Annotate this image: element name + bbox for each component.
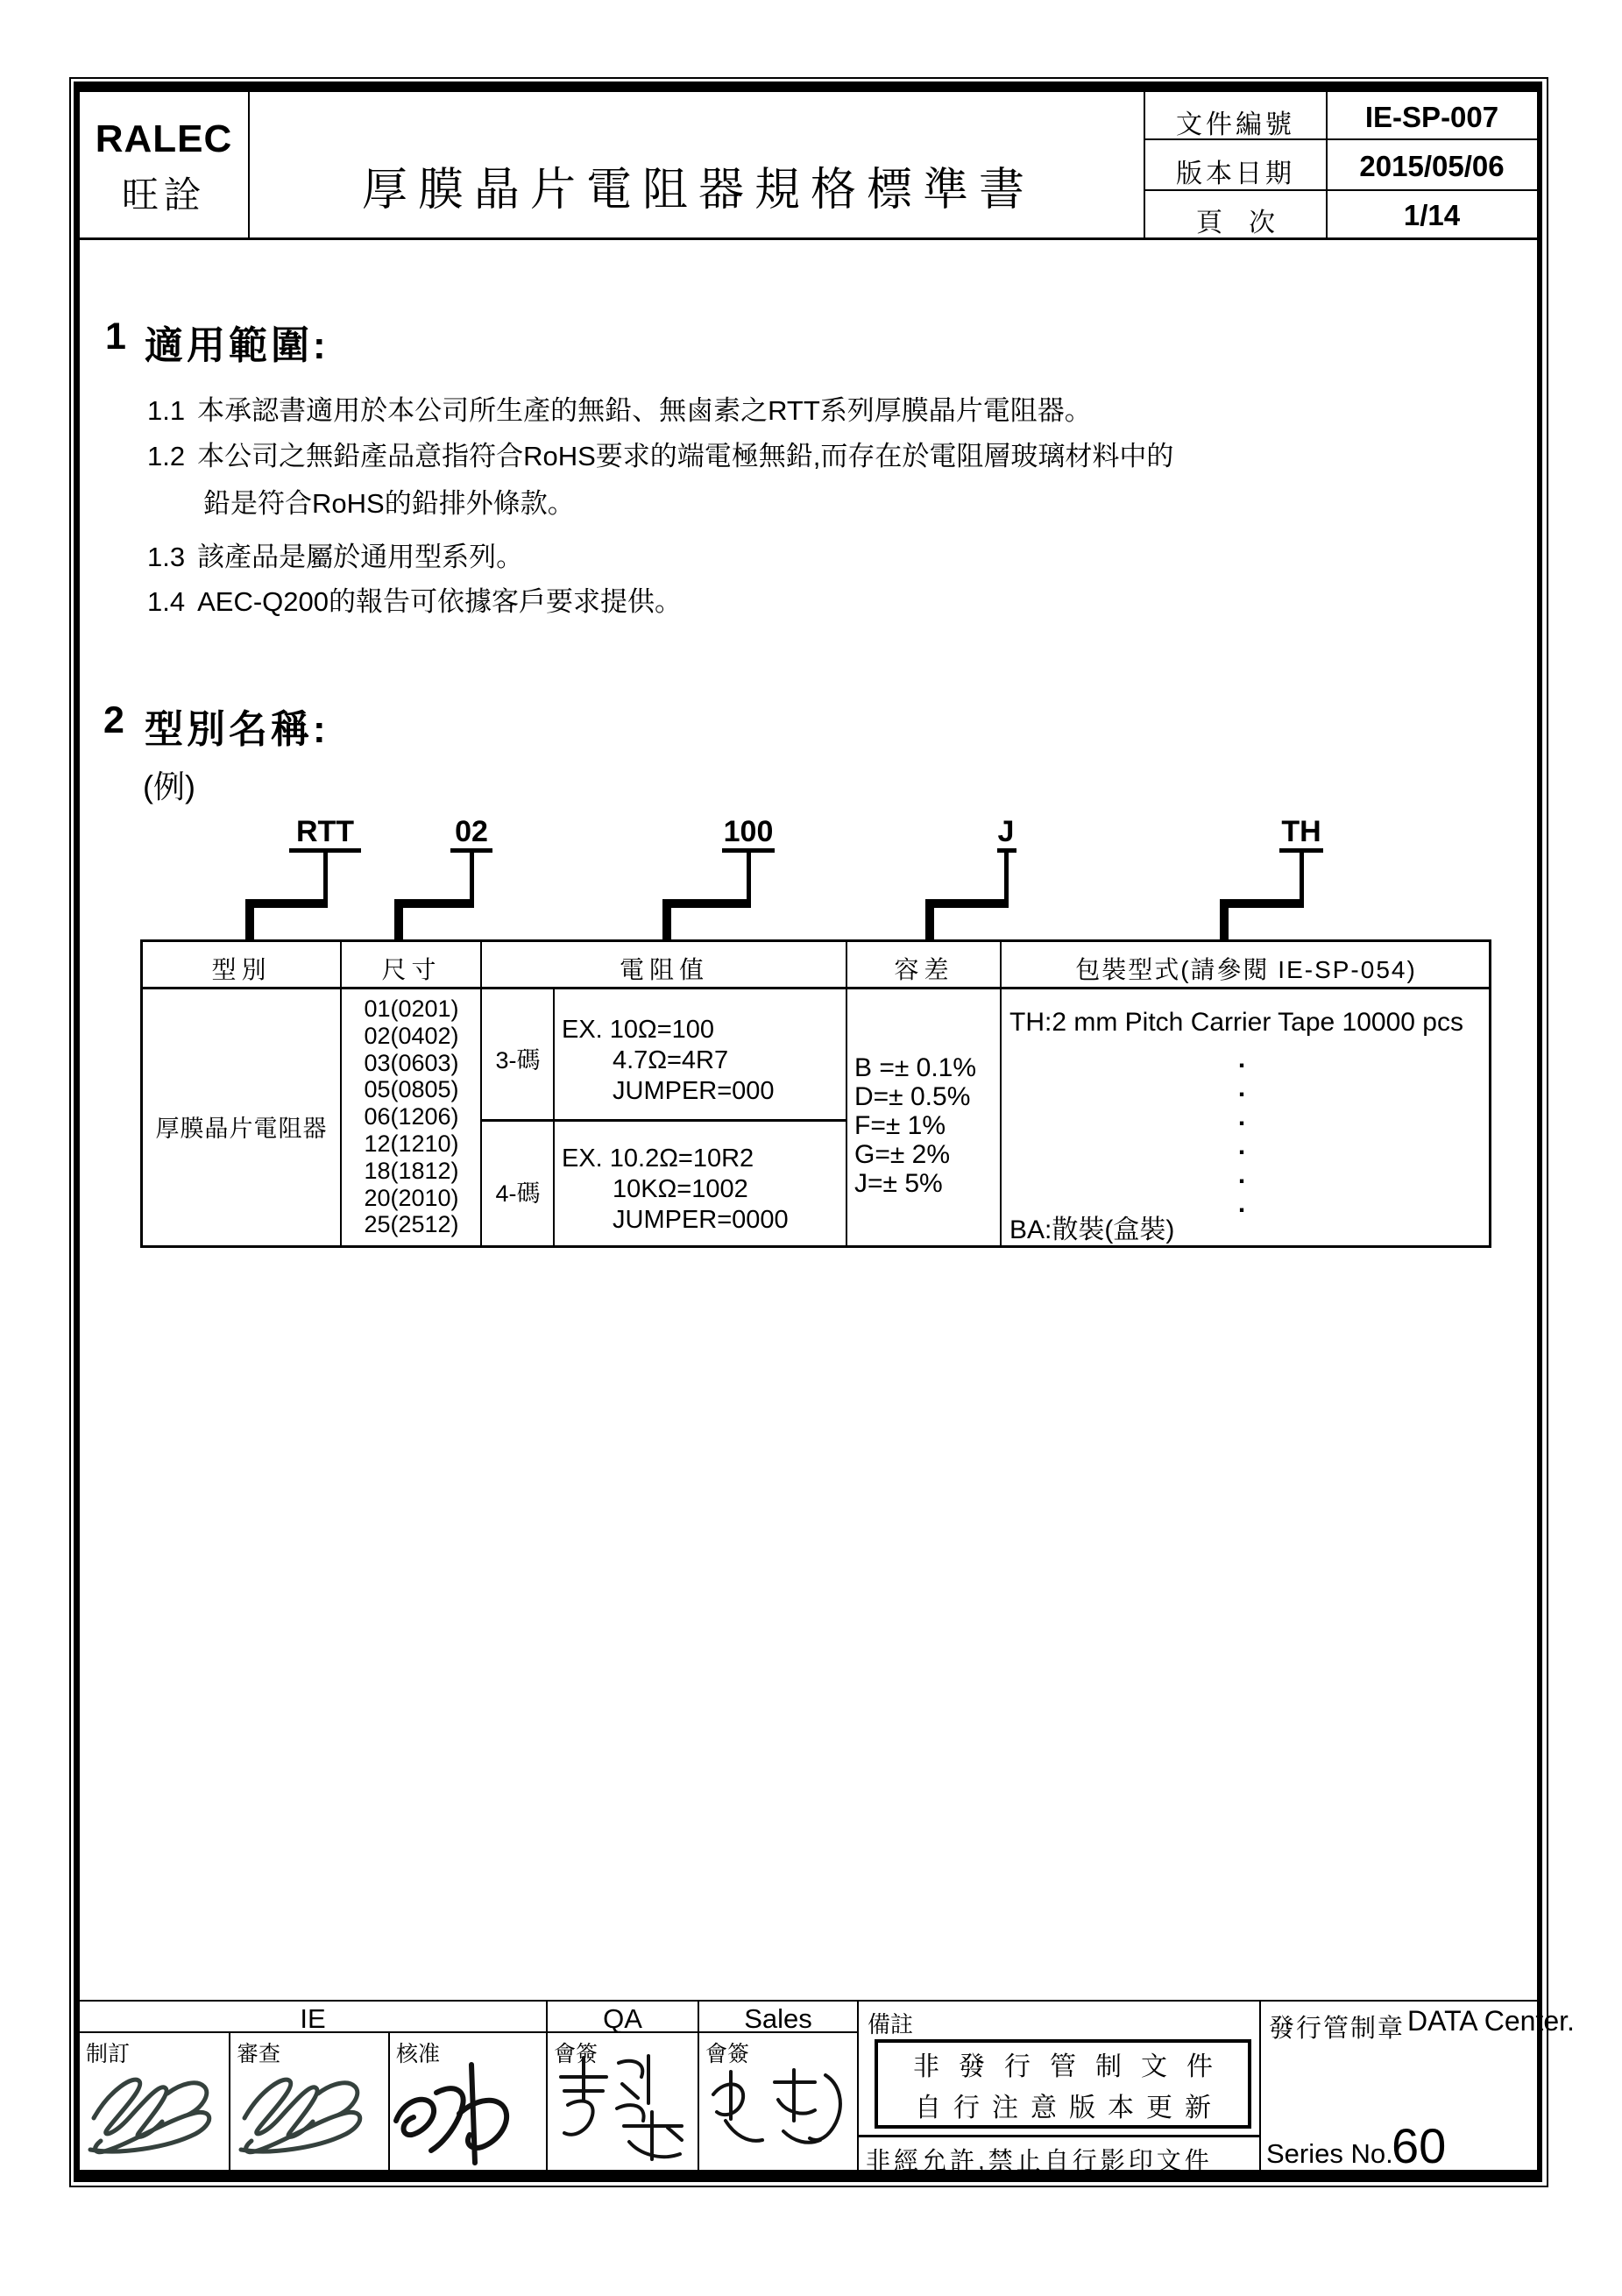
item-number: 1.4 [147,586,186,617]
connector-tolerance-v1 [1004,853,1009,903]
dept-label-ie: IE [300,2003,326,2034]
item-number: 1.2 [147,441,186,471]
signature-countersign-qa [550,2047,692,2170]
connector-packaging-jog [1220,899,1304,908]
header-div-logo [248,92,250,237]
tolerance-item: F=± 1% [854,1111,946,1140]
col-header-size: 尺寸 [381,956,442,983]
size-item: 03(0603) [364,1049,459,1076]
series-value: 60 [1392,2118,1447,2173]
res4-line2: 10KΩ=1002 [613,1175,748,1203]
cell-model-name: 厚膜晶片電阻器 [155,1116,328,1142]
note-box-line2: 自行注意版本更新 [915,2093,1223,2122]
connector-series-jog [245,899,328,908]
item-text: 該產品是屬於通用型系列。 [197,542,524,572]
remark-copy-warning: 非經允許,禁止自行影印文件 [866,2147,1213,2174]
signature-draft [83,2064,223,2165]
section1-item-2-line2: 鉛是符合RoHS的鉛排外條款。 [203,488,575,519]
footer-div-remark [857,2000,859,2170]
note-box-line1: 非發行管制文件 [913,2052,1232,2081]
dot: . [1237,1045,1246,1074]
col-header-tolerance: 容差 [894,956,954,983]
tolerance-item: J=± 5% [854,1169,943,1198]
connector-resistance-v1 [747,853,751,903]
example-label: (例) [143,769,195,804]
connector-size-jog [394,899,474,908]
series-label: Series No. [1266,2138,1393,2169]
packaging-th: TH:2 mm Pitch Carrier Tape 10000 pcs [1009,1008,1463,1037]
role-label-countersign-sales: 會簽 [705,2042,750,2066]
role-label-review: 審查 [237,2042,281,2066]
code-packaging: TH [1281,815,1321,848]
connector-resistance-jog [662,899,751,908]
code-resistance: 100 [723,815,774,848]
meta-value-doc-no: IE-SP-007 [1364,101,1499,133]
size-item: 06(1206) [364,1103,459,1130]
connector-tolerance-jog [925,899,1009,908]
size-item: 25(2512) [364,1211,459,1238]
connector-resistance-v2 [662,903,671,942]
dot: . [1237,1160,1246,1189]
section1-item-4 [147,579,682,619]
dept-label-sales: Sales [744,2003,812,2034]
role-label-approve: 核准 [396,2042,441,2066]
code-series: RTT [295,815,355,848]
cell-tolerance-list [854,1053,995,1198]
remark-note-box [875,2039,1251,2129]
connector-tolerance-v2 [925,903,934,942]
col-header-packaging: 包裝型式(請參閱 IE-SP-054) [1075,956,1417,983]
section2-number: 2 [103,699,124,741]
connector-series-v1 [323,853,328,903]
meta-label-doc-no: 文件編號 [1176,110,1295,139]
remark-subrow-line [859,2135,1259,2137]
table-col-line-3 [846,939,847,1245]
size-item: 02(0402) [364,1022,459,1049]
packaging-dots [1237,1045,1246,1218]
size-item: 12(1210) [364,1130,459,1157]
role-label-countersign-qa: 會簽 [554,2042,599,2066]
document-title: 厚膜晶片電阻器規格標準書 [361,165,1035,216]
packaging-ba: BA:散裝(盒裝) [1009,1215,1175,1244]
header-div-title [1144,92,1145,237]
tolerance-item: D=± 0.5% [854,1082,971,1111]
item-number: 1.3 [147,542,186,572]
connector-packaging-v2 [1220,903,1229,942]
meta-value-page: 1/14 [1403,199,1461,231]
section2-title: 型別名稱: [145,708,329,751]
meta-label-page: 頁 次 [1196,209,1275,237]
table-col-line-4 [1000,939,1002,1245]
res3-line3: JUMPER=000 [613,1077,775,1105]
res3-line2: 4.7Ω=4R7 [613,1046,729,1074]
footer-div-role1 [229,2031,230,2170]
company-logo-chinese: 旺詮 [121,174,206,216]
size-item: 20(2010) [364,1184,459,1211]
dot: . [1237,1102,1246,1131]
signature-approve [386,2058,535,2167]
section1-item-2 [147,434,1173,473]
cell-size-list [343,996,480,1238]
code-tolerance: J [997,815,1015,848]
table-col-line-2 [480,939,482,1245]
signature-review [234,2064,374,2165]
stamp-label: 發行管制章 [1269,2015,1406,2043]
footer-top-line [80,2000,1537,2002]
connector-series-v2 [245,903,254,942]
col-header-resistance: 電阻值 [619,956,709,983]
dept-label-qa: QA [603,2003,642,2034]
col-header-model: 型別 [211,956,272,983]
stamp-value: DATA Center. [1407,2005,1575,2037]
table-col-line-1 [340,939,342,1245]
role-label-draft: 制訂 [86,2042,131,2066]
header-div-meta [1326,92,1328,237]
connector-packaging-v1 [1300,853,1304,903]
section1-number: 1 [105,315,126,358]
dot: . [1237,1189,1246,1218]
item-text: 本公司之無鉛產品意指符合RoHS要求的端電極無鉛,而存在於電阻層玻璃材料中的 [197,441,1174,471]
remark-label: 備註 [868,2011,914,2037]
res3-label: 3-碼 [495,1047,541,1074]
res3-line1: EX. 10Ω=100 [562,1016,715,1044]
connector-size-v1 [470,853,474,903]
res4-examples [562,1144,789,1236]
item-number: 1.1 [147,395,186,426]
tolerance-item: G=± 2% [854,1140,951,1169]
res3-examples [562,1015,775,1107]
res4-line3: JUMPER=0000 [613,1206,789,1234]
size-item: 05(0805) [364,1076,459,1103]
table-subrow-line [481,1119,846,1122]
tolerance-item: B =± 0.1% [854,1053,977,1082]
meta-value-rev-date: 2015/05/06 [1359,150,1505,182]
item-text: 本承認書適用於本公司所生產的無鉛、無鹵素之RTT系列厚膜晶片電阻器。 [197,395,1092,426]
section1-item-1 [147,388,1092,428]
signature-countersign-sales [701,2058,852,2163]
footer-cells-bottom-line [80,2170,1537,2172]
size-item: 18(1812) [364,1157,459,1184]
section1-item-3 [147,535,523,574]
footer-div-stamp [1259,2000,1261,2170]
code-size: 02 [455,815,488,848]
dot: . [1237,1131,1246,1160]
table-header-line [140,987,1491,989]
res4-line1: EX. 10.2Ω=10R2 [562,1144,754,1173]
res4-label: 4-碼 [495,1180,541,1207]
section1-title: 適用範圍: [145,324,329,367]
item-text: AEC-Q200的報告可依據客戶要求提供。 [197,586,683,617]
size-item: 01(0201) [364,996,459,1022]
connector-size-v2 [394,903,403,942]
dot: . [1237,1074,1246,1102]
meta-label-rev-date: 版本日期 [1176,159,1295,188]
company-logo: RALEC [95,117,233,160]
table-subcol-line [553,989,555,1245]
